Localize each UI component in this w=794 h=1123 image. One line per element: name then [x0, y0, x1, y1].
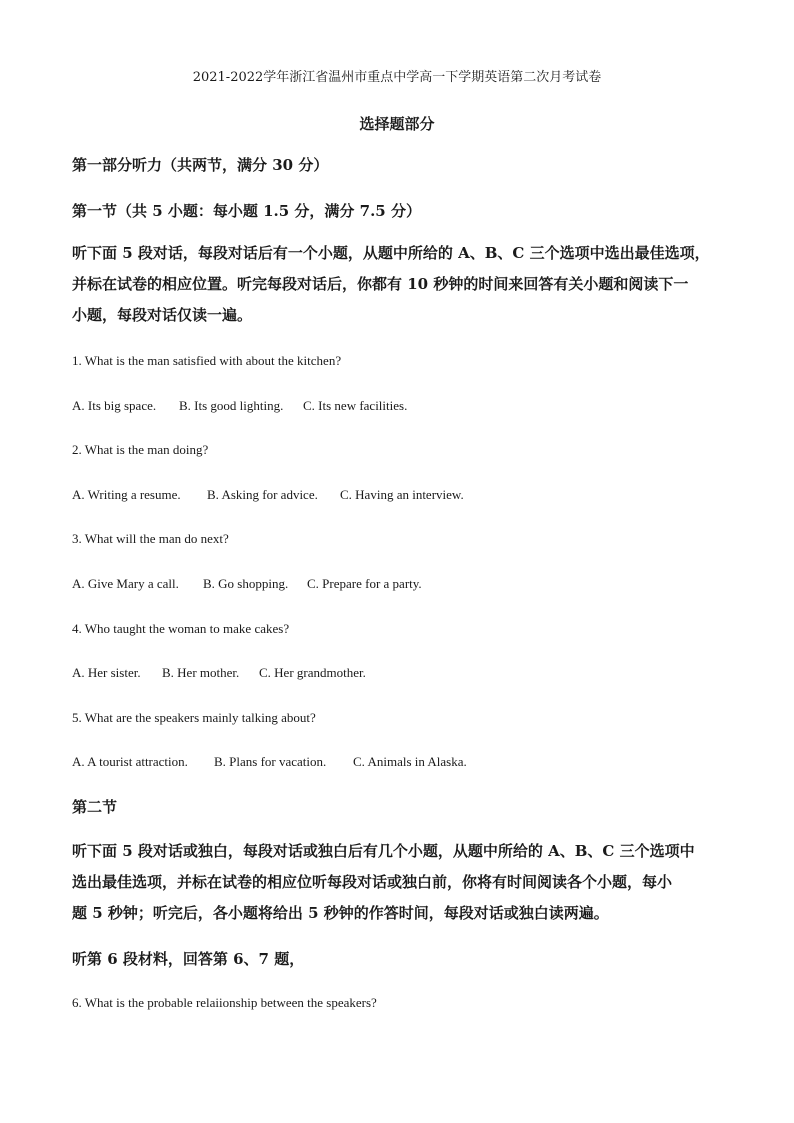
instruction-line: 题 5 秒钟；听完后，各小题将给出 5 秒钟的作答时间，每段对话或独白读两遍。: [72, 904, 609, 922]
instruction-line: 选出最佳选项，并标在试卷的相应位听每段对话或独白前，你将有时间阅读各个小题，每小: [72, 873, 673, 891]
section-title: 选择题部分: [359, 115, 435, 133]
instruction-line: 听下面 5 段对话或独白，每段对话或独白后有几个小题，从题中所给的 A、B、C 三个选项中: [72, 842, 695, 860]
option-c: C. Having an interview.: [340, 487, 464, 502]
option-c: C. Animals in Alaska.: [353, 754, 467, 769]
option-c: C. Her grandmother.: [259, 665, 366, 680]
option-c: C. Prepare for a party.: [307, 576, 422, 591]
option-a: A. Writing a resume.: [72, 487, 181, 502]
question-2: 2. What is the man doing?: [72, 442, 209, 457]
instruction-line: 并标在试卷的相应位置。听完每段对话后，你都有 10 秒钟的时间来回答有关小题和阅读下一: [72, 275, 689, 293]
instruction-line: 小题，每段对话仅读一遍。: [72, 306, 253, 324]
option-b: B. Go shopping.: [203, 576, 289, 591]
question-1-options: [72, 398, 407, 414]
question-5-options: [72, 754, 467, 770]
option-a: A. Her sister.: [72, 665, 141, 680]
question-4: 4. Who taught the woman to make cakes?: [72, 621, 290, 636]
question-5: 5. What are the speakers mainly talking about?: [72, 710, 316, 725]
section2-instructions: [72, 836, 724, 929]
question-3-options: [72, 576, 422, 592]
option-a: A. Give Mary a call.: [72, 576, 179, 591]
part1-heading: 第一部分听力（共两节，满分 30 分）: [72, 156, 329, 174]
option-b: B. Asking for advice.: [207, 487, 318, 502]
question-2-options: [72, 487, 464, 503]
section1-heading: 第一节（共 5 小题：每小题 1.5 分，满分 7.5 分）: [72, 202, 421, 220]
section2-heading: 第二节: [72, 798, 118, 816]
question-4-options: [72, 665, 366, 681]
question-1: 1. What is the man satisfied with about the kitchen?: [72, 353, 342, 368]
document-title: 2021-2022学年浙江省温州市重点中学高一下学期英语第二次月考试卷: [192, 70, 602, 85]
question-3: 3. What will the man do next?: [72, 531, 229, 546]
material-6-heading: 听第 6 段材料，回答第 6、7 题，: [72, 950, 305, 968]
question-6: 6. What is the probable relaiionship between the speakers?: [72, 995, 377, 1010]
option-b: B. Her mother.: [162, 665, 240, 680]
option-b: B. Plans for vacation.: [214, 754, 327, 769]
section1-instructions: [72, 238, 724, 331]
option-c: C. Its new facilities.: [303, 398, 408, 413]
option-b: B. Its good lighting.: [179, 398, 284, 413]
option-a: A. A tourist attraction.: [72, 754, 188, 769]
instruction-line: 听下面 5 段对话，每段对话后有一个小题，从题中所给的 A、B、C 三个选项中选出最佳选项，: [72, 244, 710, 262]
option-a: A. Its big space.: [72, 398, 157, 413]
